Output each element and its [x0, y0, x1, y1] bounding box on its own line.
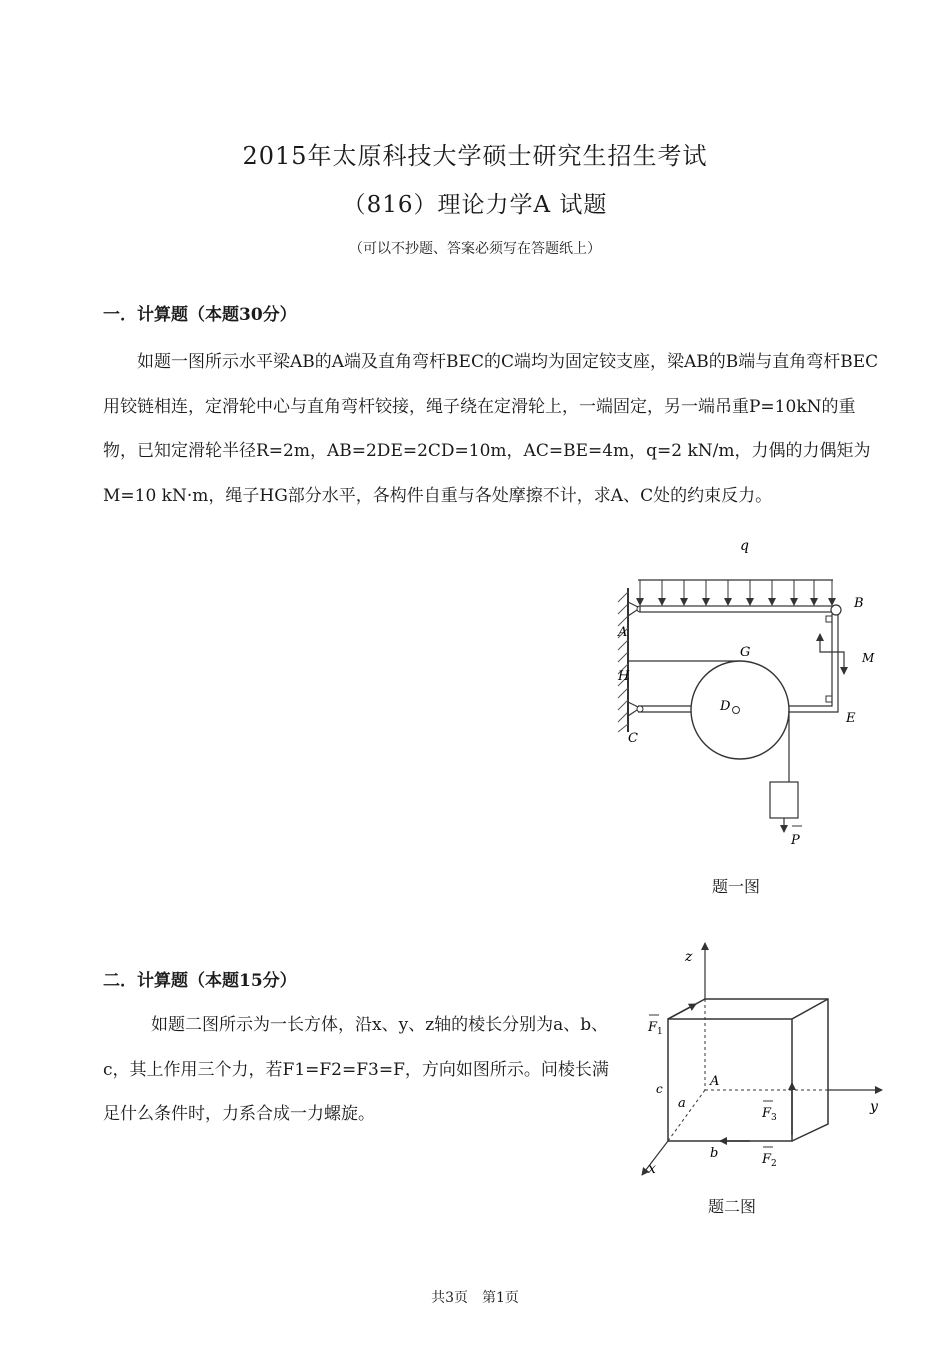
label-point-a: A	[710, 1074, 720, 1089]
label-f1: $F_1$	[648, 1020, 663, 1037]
figure-1	[588, 530, 888, 860]
label-a: A	[618, 625, 628, 640]
load-arrows	[640, 580, 832, 605]
q1-text: 如题一图所示水平梁AB的A端及直角弯杆BEC的C端均为固定铰支座，梁AB的B端与直角弯杆BEC用铰链相连，定滑轮中心与直角弯杆铰接，绳子绕在定滑轮上，一端固定，另一端吊重P=10kN的重物，已知定滑轮半径R=2m，AB=2DE=2CD=10m，AC=BE=4m，q=2 kN/m，力偶的力偶矩为M=10 kN·m，绳子HG部分水平，各构件自重与各处摩擦不计，求A、C处的约束反力。	[103, 352, 879, 506]
beam-ab	[640, 606, 836, 612]
label-d: D	[720, 699, 731, 714]
label-m: M	[862, 651, 875, 665]
box-back-edges	[668, 999, 828, 1141]
label-q: q	[740, 538, 749, 554]
label-f2: $F_2$	[762, 1152, 777, 1169]
moment-arrow-down	[834, 652, 844, 674]
pin-b	[831, 605, 841, 615]
label-c: C	[628, 731, 638, 746]
q2-heading: 二．计算题（本题15分）	[103, 971, 297, 991]
label-edge-c: c	[656, 1082, 663, 1096]
corner-mark-b	[826, 616, 832, 622]
figure-1-caption: 题一图	[712, 877, 761, 896]
exam-title: 2015年太原科技大学硕士研究生招生考试	[242, 142, 708, 170]
exam-subtitle: （816）理论力学A 试题	[342, 192, 608, 218]
exam-note: （可以不抄题、答案必须写在答题纸上）	[349, 241, 601, 257]
box-top-right-edge	[792, 999, 828, 1019]
label-y: y	[870, 1099, 878, 1115]
label-p: P	[791, 833, 800, 848]
force-f1-arrow	[668, 1004, 696, 1019]
q1-heading: 一．计算题（本题30分）	[103, 305, 297, 325]
box-hidden-edges	[668, 999, 828, 1141]
label-edge-a: a	[678, 1096, 686, 1111]
label-g: G	[740, 645, 751, 660]
label-z: z	[685, 949, 693, 965]
label-b: B	[854, 596, 864, 611]
figure-2	[630, 935, 895, 1180]
pulley-center	[733, 707, 740, 714]
figure-2-caption: 题二图	[708, 1197, 757, 1216]
q2-text: 如题二图所示为一长方体，沿x、y、z轴的棱长分别为a、b、c，其上作用三个力，若F1=F2=F3=F，方向如图所示。问棱长满足什么条件时，力系合成一力螺旋。	[103, 1015, 609, 1124]
label-x: x	[648, 1161, 656, 1177]
wall-hatching	[618, 592, 628, 732]
weight	[770, 782, 798, 818]
page-footer: 共3页 第1页	[431, 1290, 519, 1306]
corner-mark-e	[826, 696, 832, 702]
label-edge-b: b	[710, 1146, 719, 1161]
pin-c	[637, 706, 643, 712]
label-e: E	[846, 711, 856, 726]
label-f3: $F_3$	[762, 1106, 777, 1123]
label-h: H	[618, 669, 630, 684]
